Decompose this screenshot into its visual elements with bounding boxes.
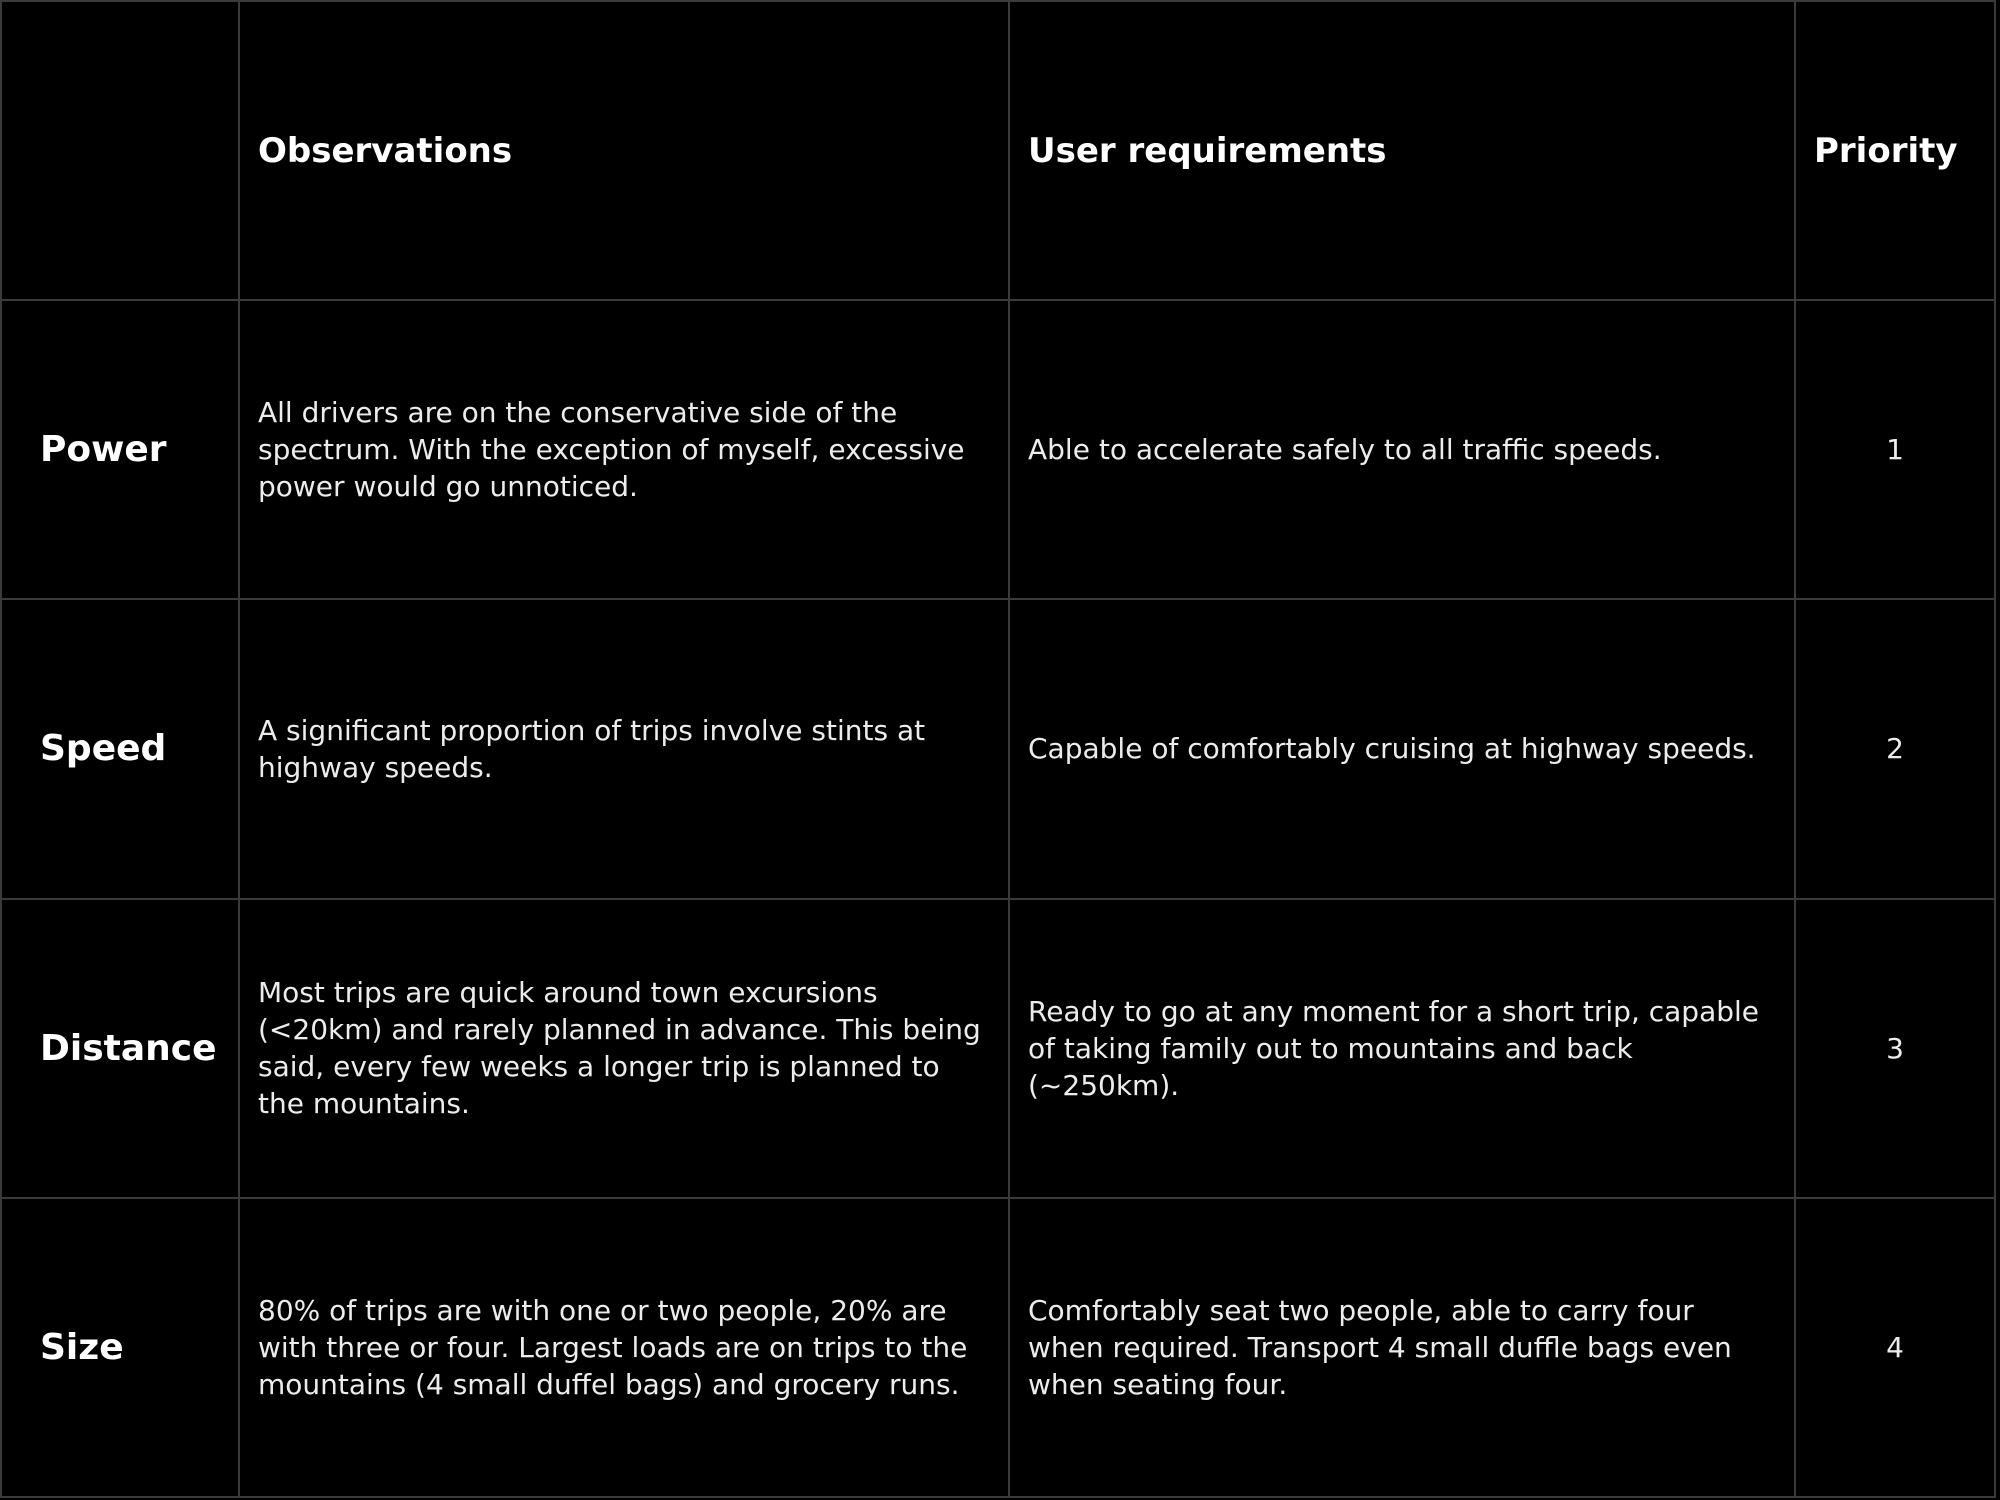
- requirement-cell: Capable of comfortably cruising at highway speeds.: [1009, 599, 1795, 898]
- header-observations: Observations: [239, 1, 1009, 300]
- table-row: [1, 599, 1995, 898]
- requirement-cell: Comfortably seat two people, able to carry four when required. Transport 4 small duffle bags even when seating four.: [1009, 1198, 1795, 1497]
- priority-cell: 4: [1795, 1198, 1995, 1497]
- header-user-requirements: User requirements: [1009, 1, 1795, 300]
- table-header-row: [1, 1, 1995, 300]
- requirement-cell: Ready to go at any moment for a short trip, capable of taking family out to mountains and back (~250km).: [1009, 899, 1795, 1198]
- header-empty-cell: [1, 1, 239, 300]
- observation-cell: Most trips are quick around town excursions (<20km) and rarely planned in advance. This being said, every few weeks a longer trip is planned to the mountains.: [239, 899, 1009, 1198]
- requirement-cell: Able to accelerate safely to all traffic speeds.: [1009, 300, 1795, 599]
- row-label-size: Size: [1, 1198, 239, 1497]
- table-row: [1, 1198, 1995, 1497]
- observation-cell: 80% of trips are with one or two people, 20% are with three or four. Largest loads are on trips to the mountains (4 small duffel bags) and grocery runs.: [239, 1198, 1009, 1497]
- table-row: [1, 899, 1995, 1198]
- priority-cell: 2: [1795, 599, 1995, 898]
- row-label-distance: Distance: [1, 899, 239, 1198]
- observation-cell: All drivers are on the conservative side of the spectrum. With the exception of myself, excessive power would go unnoticed.: [239, 300, 1009, 599]
- table-row: [1, 300, 1995, 599]
- priority-cell: 1: [1795, 300, 1995, 599]
- priority-cell: 3: [1795, 899, 1995, 1198]
- row-label-power: Power: [1, 300, 239, 599]
- header-priority: Priority: [1795, 1, 1995, 300]
- observation-cell: A significant proportion of trips involve stints at highway speeds.: [239, 599, 1009, 898]
- row-label-speed: Speed: [1, 599, 239, 898]
